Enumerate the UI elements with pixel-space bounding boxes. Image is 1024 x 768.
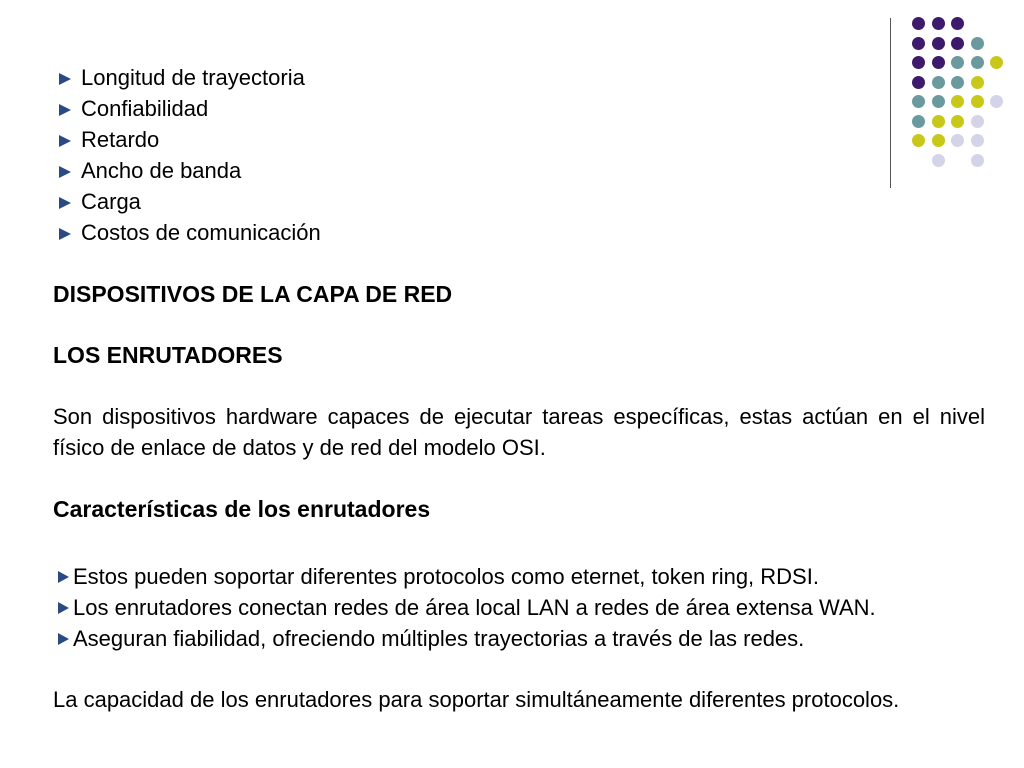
decorative-dot bbox=[932, 17, 945, 30]
decorative-dot bbox=[990, 56, 1003, 69]
slide-content bbox=[53, 62, 985, 715]
triangle-bullet-icon bbox=[58, 602, 69, 614]
decorative-dot bbox=[912, 17, 925, 30]
decorative-dot bbox=[990, 95, 1003, 108]
decorative-dot bbox=[912, 37, 925, 50]
heading-router-characteristics: Características de los enrutadores bbox=[53, 496, 431, 522]
characteristics-list bbox=[53, 561, 985, 654]
decorative-dot bbox=[932, 37, 945, 50]
decorative-dot bbox=[971, 37, 984, 50]
routers-description: Son dispositivos hardware capaces de ejecutar tareas específicas, estas actúan en el nivel físico de enlace de datos y de red del modelo OSI. bbox=[53, 404, 985, 460]
heading-network-layer-devices: DISPOSITIVOS DE LA CAPA DE RED bbox=[53, 281, 453, 307]
triangle-bullet-icon bbox=[59, 228, 71, 240]
list-item bbox=[53, 186, 985, 217]
characteristic-item bbox=[53, 623, 985, 654]
list-item bbox=[53, 62, 985, 93]
characteristic-text: Los enrutadores conectan redes de área local LAN a redes de área extensa WAN. bbox=[73, 595, 876, 620]
heading-routers: LOS ENRUTADORES bbox=[53, 342, 283, 368]
list-item bbox=[53, 217, 985, 248]
decorative-dot bbox=[951, 17, 964, 30]
triangle-bullet-icon bbox=[59, 197, 71, 209]
characteristic-text: Aseguran fiabilidad, ofreciendo múltiples trayectorias a través de las redes. bbox=[73, 626, 805, 651]
closing-paragraph: La capacidad de los enrutadores para soportar simultáneamente diferentes protocolos. bbox=[53, 687, 900, 712]
list-item-text: Carga bbox=[81, 189, 141, 214]
list-item-text: Costos de comunicación bbox=[81, 220, 321, 245]
list-item bbox=[53, 93, 985, 124]
characteristic-text: Estos pueden soportar diferentes protocolos como eternet, token ring, RDSI. bbox=[73, 564, 819, 589]
characteristic-item bbox=[53, 561, 985, 592]
decorative-dot bbox=[951, 37, 964, 50]
triangle-bullet-icon bbox=[58, 633, 69, 645]
list-item-text: Longitud de trayectoria bbox=[81, 65, 305, 90]
characteristic-item bbox=[53, 592, 985, 623]
triangle-bullet-icon bbox=[59, 166, 71, 178]
list-item bbox=[53, 124, 985, 155]
triangle-bullet-icon bbox=[59, 104, 71, 116]
list-item bbox=[53, 155, 985, 186]
triangle-bullet-icon bbox=[58, 571, 69, 583]
triangle-bullet-icon bbox=[59, 73, 71, 85]
routing-metrics-list bbox=[53, 62, 985, 248]
list-item-text: Confiabilidad bbox=[81, 96, 209, 121]
list-item-text: Ancho de banda bbox=[81, 158, 242, 183]
list-item-text: Retardo bbox=[81, 127, 160, 152]
triangle-bullet-icon bbox=[59, 135, 71, 147]
